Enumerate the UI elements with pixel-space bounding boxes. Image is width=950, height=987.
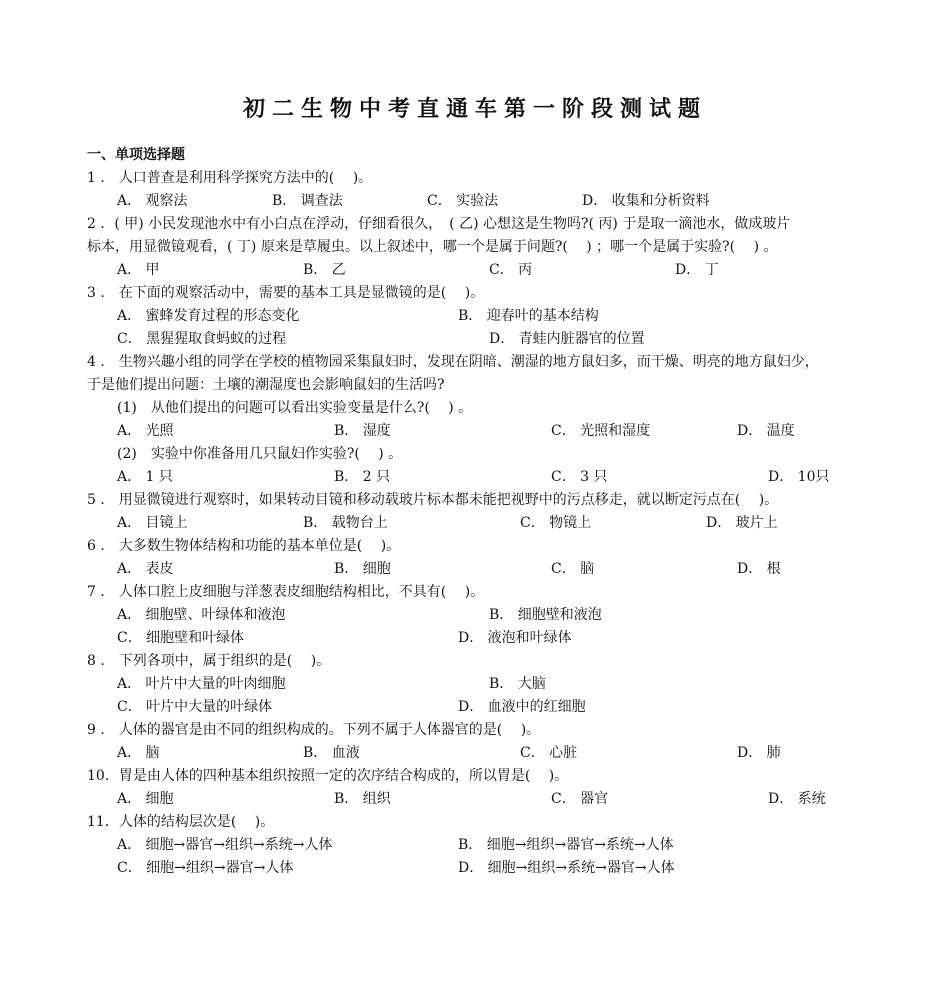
q5-option-d: D． 玻片上 [706,515,778,531]
q8-option-c: C． 叶片中大量的叶绿体 [117,699,273,715]
q9-option-a: A． 脑 [117,745,160,761]
q4-sub1-option-b: B． 湿度 [334,423,391,439]
q8-option-d: D． 血液中的红细胞 [458,699,586,715]
question-7-stem: 7 ． 人体口腔上皮细胞与洋葱表皮细胞结构相比，不具有( )。 [87,584,485,600]
q9-option-c: C． 心脏 [520,745,578,761]
question-5-stem: 5 ． 用显微镜进行观察时，如果转动目镜和移动载玻片标本都未能把视野中的污点移走，就以断定污点在( )。 [87,492,779,508]
question-10-stem: 10．胃是由人体的四种基本组织按照一定的次序结合构成的，所以胃是( )。 [87,768,569,784]
q6-option-b: B． 细胞 [334,561,391,577]
q11-option-b: B． 细胞→组织→器官→系统→人体 [458,837,674,853]
q10-option-b: B． 组织 [334,791,391,807]
q4-sub1-option-a: A． 光照 [117,423,174,439]
q7-option-b: B． 细胞壁和液泡 [489,607,602,623]
q1-option-c: C． 实验法 [427,193,499,209]
q10-option-a: A． 细胞 [117,791,174,807]
q6-option-d: D． 根 [737,561,781,577]
q3-option-c: C． 黑猩猩取食蚂蚁的过程 [117,331,287,347]
q1-option-b: B． 调查法 [272,193,343,209]
q6-option-a: A． 表皮 [117,561,174,577]
question-3-stem: 3 ． 在下面的观察活动中，需要的基本工具是显微镜的是( )。 [87,285,485,301]
q11-option-c: C． 细胞→组织→器官→人体 [117,860,294,876]
q1-option-a: A． 观察法 [117,193,188,209]
q10-option-c: C． 器官 [551,791,609,807]
q7-option-a: A． 细胞壁、叶绿体和液泡 [117,607,286,623]
question-4-sub1: (1) 从他们提出的问题可以看出实验变量是什么?( ) 。 [117,400,473,416]
q5-option-b: B． 载物台上 [303,515,388,531]
q4-sub2-option-b: B． 2 只 [334,469,391,485]
q4-sub1-option-d: D． 温度 [737,423,795,439]
q4-sub2-option-d: D． 10只 [768,469,830,485]
q4-sub2-option-c: C． 3 只 [551,469,608,485]
q3-option-a: A． 蜜蜂发育过程的形态变化 [117,308,300,324]
question-9-stem: 9 ． 人体的器官是由不同的组织构成的。下列不属于人体器官的是( )。 [87,722,541,738]
q11-option-d: D． 细胞→组织→系统→器官→人体 [458,860,675,876]
question-2-stem-line2: 标本，用显微镜观看，( 丁) 原来是草履虫。以上叙述中，哪一个是属于问题?( ) ；哪一个是属于实验?( ) 。 [87,239,778,255]
q5-option-a: A． 目镜上 [117,515,188,531]
q2-option-d: D． 丁 [675,262,719,278]
question-4-sub2: (2) 实验中你准备用几只鼠妇作实验?( ) 。 [117,446,403,462]
q2-option-b: B． 乙 [303,262,346,278]
question-4-stem-line1: 4 ． 生物兴趣小组的同学在学校的植物园采集鼠妇时，发现在阴暗、潮湿的地方鼠妇多，而干燥、明亮的地方鼠妇少， [87,354,819,370]
q8-option-b: B． 大脑 [489,676,546,692]
q6-option-c: C． 脑 [551,561,595,577]
q9-option-d: D． 肺 [737,745,781,761]
question-2-stem-line1: 2 ．( 甲) 小民发现池水中有小白点在浮动，仔细看很久， ( 乙) 心想这是生物吗?( 丙) 于是取一滴池水，做成玻片 [87,216,791,232]
question-8-stem: 8 ． 下列各项中，属于组织的是( )。 [87,653,331,669]
q4-sub1-option-c: C． 光照和湿度 [551,423,651,439]
q3-option-d: D． 青蛙内脏器官的位置 [489,331,645,347]
page-title: 初二生物中考直通车第一阶段测试题 [242,96,707,122]
question-6-stem: 6 ． 大多数生物体结构和功能的基本单位是( )。 [87,538,401,554]
q4-sub2-option-a: A． 1 只 [117,469,173,485]
section-heading: 一、单项选择题 [87,147,185,163]
q11-option-a: A． 细胞→器官→组织→系统→人体 [117,837,333,853]
q2-option-a: A． 甲 [117,262,160,278]
q2-option-c: C． 丙 [489,262,533,278]
q10-option-d: D． 系统 [768,791,826,807]
question-11-stem: 11．人体的结构层次是( )。 [87,814,275,830]
question-4-stem-line2: 于是他们提出问题：土壤的潮湿度也会影响鼠妇的生活吗? [87,377,445,393]
question-1-stem: 1 ． 人口普查是利用科学探究方法中的( )。 [87,170,373,186]
q3-option-b: B． 迎春叶的基本结构 [458,308,599,324]
q9-option-b: B． 血液 [303,745,360,761]
q7-option-d: D． 液泡和叶绿体 [458,630,572,646]
q5-option-c: C． 物镜上 [520,515,592,531]
q1-option-d: D． 收集和分析资料 [582,193,710,209]
q8-option-a: A． 叶片中大量的叶肉细胞 [117,676,286,692]
q7-option-c: C． 细胞壁和叶绿体 [117,630,245,646]
